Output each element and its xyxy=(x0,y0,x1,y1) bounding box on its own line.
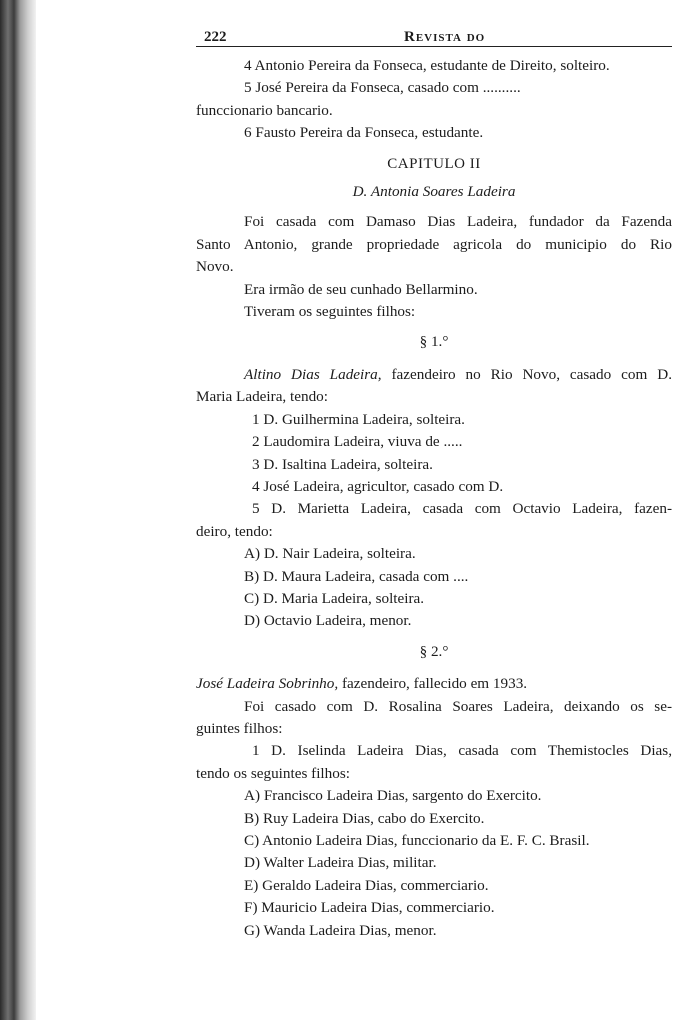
book-page xyxy=(196,24,672,942)
list-item: B) D. Maura Ladeira, casada com .... xyxy=(244,567,469,585)
list-item: G) Wanda Ladeira Dias, menor. xyxy=(244,921,437,939)
list-item: 4 Antonio Pereira da Fonseca, estudante de Direito, solteiro. xyxy=(244,57,610,74)
list-item-continuation: funccionario bancario. xyxy=(196,101,333,119)
list-item: 4 José Ladeira, agricultor, casado com D. xyxy=(252,477,504,495)
paragraph-line: Era irmão de seu cunhado Bellarmino. xyxy=(244,280,478,298)
paragraph-line: Foi casado com D. Rosalina Soares Ladeira, deixando os se- xyxy=(244,697,672,715)
paragraph-line: Tiveram os seguintes filhos: xyxy=(244,303,416,321)
chapter-title: CAPITULO II xyxy=(387,155,481,172)
list-item-continuation: deiro, tendo: xyxy=(196,522,273,540)
person-name: José Ladeira Sobrinho, xyxy=(196,675,339,693)
paragraph-line: Novo. xyxy=(196,258,234,276)
paragraph-line: Santo Antonio, grande propriedade agricola do municipio do Rio xyxy=(196,235,672,253)
person-name: Altino Dias Ladeira, xyxy=(244,365,382,383)
paragraph-text: fazendeiro, fallecido em 1933. xyxy=(338,675,528,693)
list-item: 2 Laudomira Ladeira, viuva de ..... xyxy=(252,433,463,451)
list-item: C) Antonio Ladeira Dias, funccionario da E. F. C. Brasil. xyxy=(244,832,590,849)
list-item: 5 D. Marietta Ladeira, casada com Octavio Ladeira, fazen- xyxy=(252,500,672,518)
book-spine-shadow xyxy=(0,0,36,1020)
list-item: E) Geraldo Ladeira Dias, commerciario. xyxy=(244,876,489,894)
paragraph-line: guintes filhos: xyxy=(196,719,283,737)
paragraph-line xyxy=(196,364,672,386)
paragraph-line: Maria Ladeira, tendo: xyxy=(196,388,328,406)
running-title: Revista do xyxy=(404,29,486,45)
list-item: 1 D. Iselinda Ladeira Dias, casada com Themistocles Dias, xyxy=(252,742,672,760)
section-mark: § 1.° xyxy=(419,333,449,351)
list-item: D) Octavio Ladeira, menor. xyxy=(244,612,412,630)
list-item: 1 D. Guilhermina Ladeira, solteira. xyxy=(252,410,465,428)
list-item: D) Walter Ladeira Dias, militar. xyxy=(244,854,437,872)
list-item-continuation: tendo os seguintes filhos: xyxy=(196,764,350,782)
chapter-subtitle: D. Antonia Soares Ladeira xyxy=(352,183,516,201)
list-item: C) D. Maria Ladeira, solteira. xyxy=(244,589,425,607)
list-item: 5 José Pereira da Fonseca, casado com .......... xyxy=(244,79,521,97)
section-mark: § 2.° xyxy=(419,642,449,660)
list-item: 6 Fausto Pereira da Fonseca, estudante. xyxy=(244,124,484,142)
page-number: 222 xyxy=(204,29,227,45)
list-item: A) Francisco Ladeira Dias, sargento do Exercito. xyxy=(244,787,542,805)
list-item: B) Ruy Ladeira Dias, cabo do Exercito. xyxy=(244,809,485,827)
paragraph-line: Foi casada com Damaso Dias Ladeira, fundador da Fazenda xyxy=(244,213,672,231)
list-item: 3 D. Isaltina Ladeira, solteira. xyxy=(252,455,433,473)
paragraph-text: fazendeiro no Rio Novo, casado com D. xyxy=(381,365,672,383)
list-item: A) D. Nair Ladeira, solteira. xyxy=(244,545,416,563)
page-header xyxy=(196,24,672,47)
list-item: F) Mauricio Ladeira Dias, commerciario. xyxy=(244,899,495,917)
paragraph-line xyxy=(196,673,672,695)
